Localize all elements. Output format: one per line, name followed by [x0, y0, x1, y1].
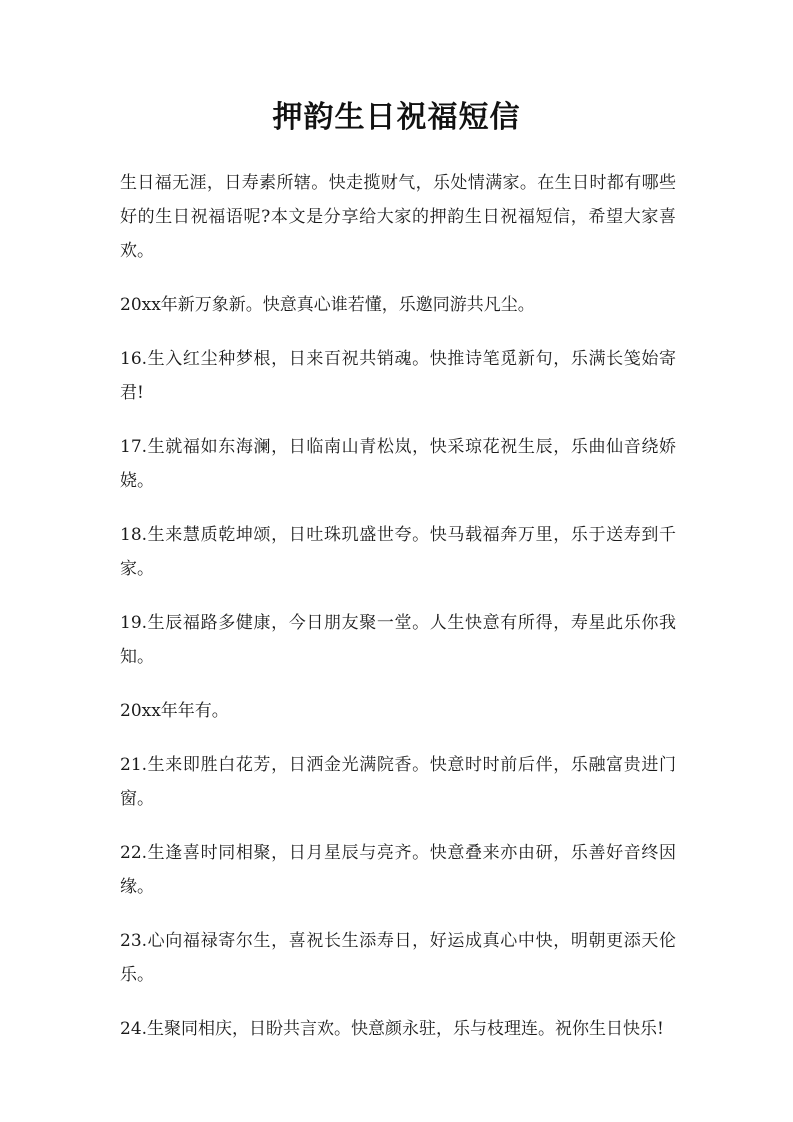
wish-item-16: 16.生入红尘种梦根，日来百祝共销魂。快推诗笔觅新句，乐满长笺始寄君!: [120, 349, 676, 403]
wish-item-21: 21.生来即胜白花芳，日洒金光满院香。快意时时前后伴，乐融富贵进门窗。: [120, 755, 676, 809]
paragraph: 20xx年新万象新。快意真心谁若懂，乐邀同游共凡尘。: [120, 295, 535, 315]
document-title: 押韵生日祝福短信: [272, 100, 521, 135]
wish-item-23: 23.心向福禄寄尔生，喜祝长生添寿日，好运成真心中快，明朝更添天伦乐。: [120, 931, 676, 985]
wish-item-22: 22.生逢喜时同相聚，日月星辰与亮齐。快意叠来亦由研，乐善好音终因缘。: [120, 843, 676, 897]
paragraph: 20xx年年有。: [120, 701, 229, 721]
document-body: [120, 166, 676, 1066]
wish-item-18: 18.生来慧质乾坤颂，日吐珠玑盛世夸。快马载福奔万里，乐于送寿到千家。: [120, 525, 676, 579]
wish-item-17: 17.生就福如东海澜，日临南山青松岚，快采琼花祝生辰，乐曲仙音绕娇娆。: [120, 437, 676, 491]
wish-item-24: 24.生聚同相庆，日盼共言欢。快意颜永驻，乐与枝理连。祝你生日快乐!: [120, 1019, 664, 1039]
intro-paragraph: 生日福无涯，日寿素所辖。快走揽财气，乐处情满家。在生日时都有哪些好的生日祝福语呢?本文是分享给大家的押韵生日祝福短信，希望大家喜欢。: [120, 173, 676, 261]
wish-item-19: 19.生辰福路多健康，今日朋友聚一堂。人生快意有所得，寿星此乐你我知。: [120, 613, 676, 667]
